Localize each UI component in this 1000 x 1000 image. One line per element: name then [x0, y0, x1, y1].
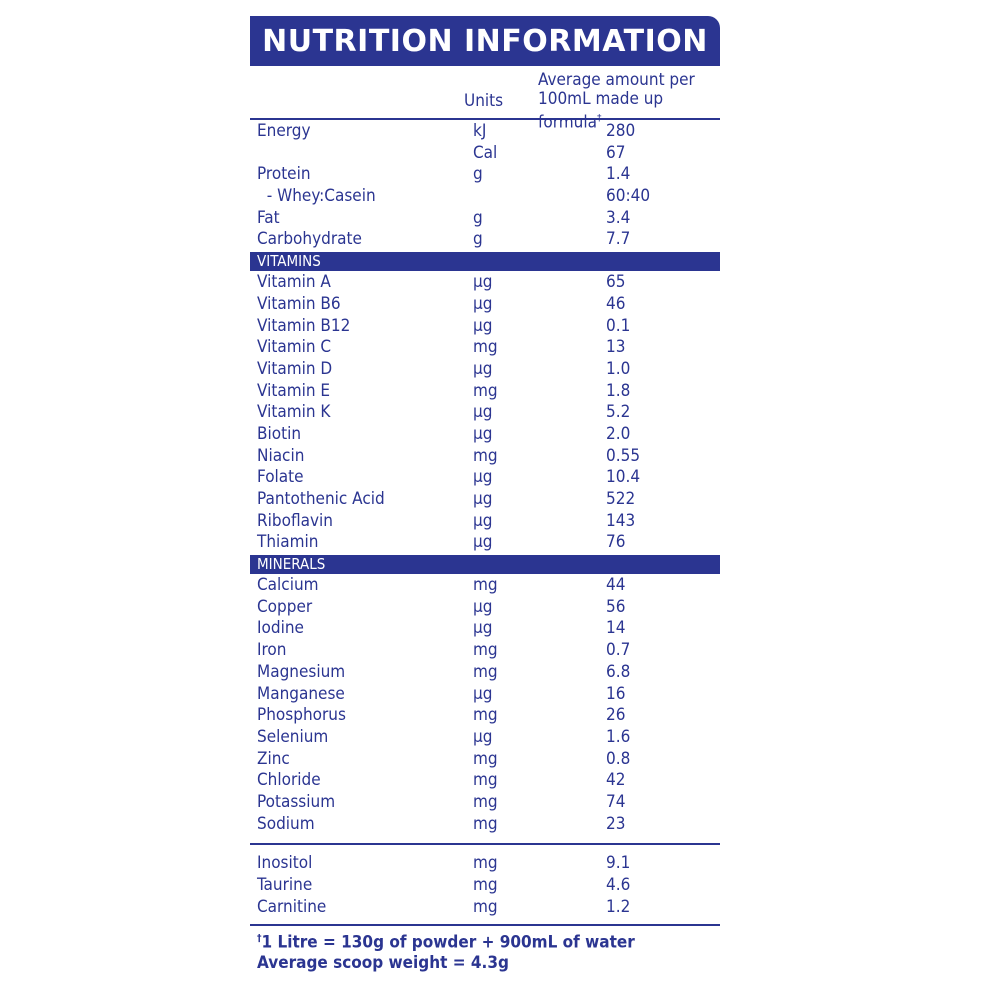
nutrient-unit: Cal	[473, 142, 498, 163]
table-row	[250, 511, 720, 533]
nutrient-unit: mg	[473, 853, 498, 874]
nutrient-unit: µg	[473, 293, 493, 314]
nutrient-name: Manganese	[257, 683, 345, 704]
nutrient-value: 7.7	[606, 229, 631, 250]
nutrient-name: Vitamin A	[257, 272, 331, 293]
nutrient-unit: µg	[473, 423, 493, 444]
nutrient-name: Pantothenic Acid	[257, 489, 385, 509]
nutrient-name: Taurine	[257, 875, 313, 895]
footnote	[250, 924, 720, 973]
table-row	[250, 853, 720, 875]
nutrient-name: Zinc	[257, 748, 290, 769]
nutrient-value: 60:40	[606, 186, 651, 207]
table-row	[250, 640, 720, 662]
nutrient-value: 76	[606, 532, 626, 553]
table-row	[250, 143, 720, 165]
extras-section	[250, 843, 720, 918]
table-row	[250, 770, 720, 792]
table-row	[250, 575, 720, 597]
table-row	[250, 662, 720, 684]
nutrient-value: 1.6	[606, 726, 631, 747]
table-row	[250, 792, 720, 814]
nutrient-name: Calcium	[257, 575, 319, 596]
table-row	[250, 121, 720, 143]
nutrient-name: Vitamin E	[257, 380, 331, 401]
nutrient-value: 280	[606, 121, 636, 141]
nutrient-unit: µg	[473, 726, 493, 747]
nutrient-name: Copper	[257, 596, 313, 617]
nutrient-value: 65	[606, 272, 626, 293]
nutrient-unit: kJ	[473, 121, 487, 141]
nutrient-value: 0.1	[606, 315, 631, 336]
nutrient-unit: mg	[473, 896, 498, 917]
nutrient-value: 44	[606, 575, 626, 596]
nutrient-name: Biotin	[257, 423, 302, 444]
nutrition-panel	[250, 16, 720, 973]
table-row	[250, 272, 720, 294]
nutrient-value: 14	[606, 618, 626, 639]
nutrient-value: 1.0	[606, 358, 631, 379]
nutrient-value: 56	[606, 596, 626, 617]
table-row	[250, 359, 720, 381]
table-row	[250, 705, 720, 727]
nutrient-unit: µg	[473, 596, 493, 617]
vitamins-section-header: VITAMINS	[250, 252, 720, 271]
nutrient-unit: mg	[473, 661, 498, 682]
table-row	[250, 897, 720, 919]
nutrient-unit: µg	[473, 489, 493, 509]
nutrient-name: Folate	[257, 467, 304, 488]
nutrient-name: Selenium	[257, 726, 329, 747]
nutrient-unit: mg	[473, 380, 498, 401]
nutrient-unit: g	[473, 229, 483, 250]
nutrient-value: 1.2	[606, 896, 631, 917]
table-row	[250, 337, 720, 359]
table-row	[250, 402, 720, 424]
table-row	[250, 489, 720, 511]
nutrient-name: Iodine	[257, 618, 304, 639]
table-row	[250, 467, 720, 489]
nutrient-value: 0.7	[606, 640, 631, 661]
nutrient-value: 522	[606, 489, 636, 509]
nutrient-value: 6.8	[606, 661, 631, 682]
nutrient-name: Sodium	[257, 813, 315, 834]
table-row	[250, 814, 720, 836]
nutrient-name: Niacin	[257, 445, 305, 466]
nutrient-name: Vitamin B12	[257, 315, 351, 336]
nutrient-unit: mg	[473, 770, 498, 791]
table-row	[250, 186, 720, 208]
units-column-header: Units	[464, 91, 504, 111]
nutrient-name: Vitamin D	[257, 358, 333, 379]
nutrient-unit: mg	[473, 337, 498, 358]
nutrient-name: Energy	[257, 121, 311, 141]
nutrient-value: 4.6	[606, 875, 631, 895]
nutrient-unit: g	[473, 164, 483, 185]
table-row	[250, 532, 720, 554]
nutrient-name: Carnitine	[257, 896, 327, 917]
dagger-mark: †	[596, 113, 602, 124]
nutrient-value: 23	[606, 813, 626, 834]
nutrient-value: 13	[606, 337, 626, 358]
footnote-line-2: Average scoop weight = 4.3g	[257, 953, 509, 974]
nutrient-name: Riboflavin	[257, 510, 333, 531]
nutrient-value: 1.4	[606, 164, 631, 185]
panel-title: NUTRITION INFORMATION	[250, 16, 720, 66]
table-row	[250, 381, 720, 403]
nutrient-value: 143	[606, 510, 636, 531]
nutrient-unit: mg	[473, 748, 498, 769]
nutrient-value: 67	[606, 142, 626, 163]
nutrient-unit: µg	[473, 272, 493, 293]
nutrient-value: 0.8	[606, 748, 631, 769]
nutrient-name: Magnesium	[257, 661, 346, 682]
nutrient-value: 10.4	[606, 467, 641, 488]
table-row	[250, 208, 720, 230]
nutrient-value: 5.2	[606, 402, 631, 423]
table-row	[250, 875, 720, 897]
table-row	[250, 727, 720, 749]
nutrient-name: Fat	[257, 207, 280, 228]
table-row	[250, 446, 720, 468]
nutrient-value: 9.1	[606, 853, 631, 874]
table-row	[250, 229, 720, 251]
nutrient-name: Vitamin K	[257, 402, 331, 423]
nutrient-name: Phosphorus	[257, 705, 346, 726]
nutrient-value: 42	[606, 770, 626, 791]
table-row	[250, 618, 720, 640]
nutrient-unit: µg	[473, 683, 493, 704]
nutrient-unit: µg	[473, 532, 493, 553]
nutrient-name: Carbohydrate	[257, 229, 362, 250]
nutrient-unit: µg	[473, 467, 493, 488]
nutrient-unit: mg	[473, 445, 498, 466]
nutrient-unit: µg	[473, 510, 493, 531]
minerals-section-header: MINERALS	[250, 555, 720, 574]
nutrient-unit: µg	[473, 618, 493, 639]
nutrient-unit: µg	[473, 402, 493, 423]
nutrient-value: 0.55	[606, 445, 641, 466]
nutrient-name: - Whey:Casein	[257, 186, 376, 207]
minerals-section	[250, 575, 720, 835]
nutrient-value: 16	[606, 683, 626, 704]
table-row	[250, 597, 720, 619]
nutrient-unit: g	[473, 207, 483, 228]
nutrient-unit: mg	[473, 875, 498, 895]
vitamins-section	[250, 272, 720, 554]
table-row	[250, 684, 720, 706]
table-row	[250, 316, 720, 338]
nutrient-name: Inositol	[257, 853, 313, 874]
nutrient-unit: mg	[473, 640, 498, 661]
nutrient-name: Chloride	[257, 770, 321, 791]
nutrient-unit: mg	[473, 705, 498, 726]
table-row	[250, 164, 720, 186]
amount-header-line2: 100mL made up formula	[538, 89, 664, 133]
nutrient-unit: µg	[473, 358, 493, 379]
nutrient-value: 74	[606, 791, 626, 812]
nutrient-value: 26	[606, 705, 626, 726]
amount-header-line1: Average amount per	[538, 70, 695, 90]
nutrient-value: 1.8	[606, 380, 631, 401]
table-row	[250, 749, 720, 771]
footnote-line-1: 1 Litre = 130g of powder + 900mL of water	[261, 933, 635, 954]
nutrient-value: 46	[606, 293, 626, 314]
nutrient-name: Vitamin B6	[257, 293, 341, 314]
nutrient-name: Potassium	[257, 791, 336, 812]
nutrient-unit: mg	[473, 575, 498, 596]
nutrient-name: Thiamin	[257, 532, 319, 553]
nutrient-value: 2.0	[606, 423, 631, 444]
nutrient-name: Vitamin C	[257, 337, 332, 358]
nutrient-unit: mg	[473, 813, 498, 834]
general-section	[250, 120, 720, 251]
nutrient-name: Iron	[257, 640, 287, 661]
nutrient-unit: µg	[473, 315, 493, 336]
nutrient-value: 3.4	[606, 207, 631, 228]
nutrient-unit: mg	[473, 791, 498, 812]
nutrient-name: Protein	[257, 164, 311, 185]
table-row	[250, 294, 720, 316]
table-row	[250, 424, 720, 446]
footnote-dagger-mark: †	[257, 933, 262, 945]
